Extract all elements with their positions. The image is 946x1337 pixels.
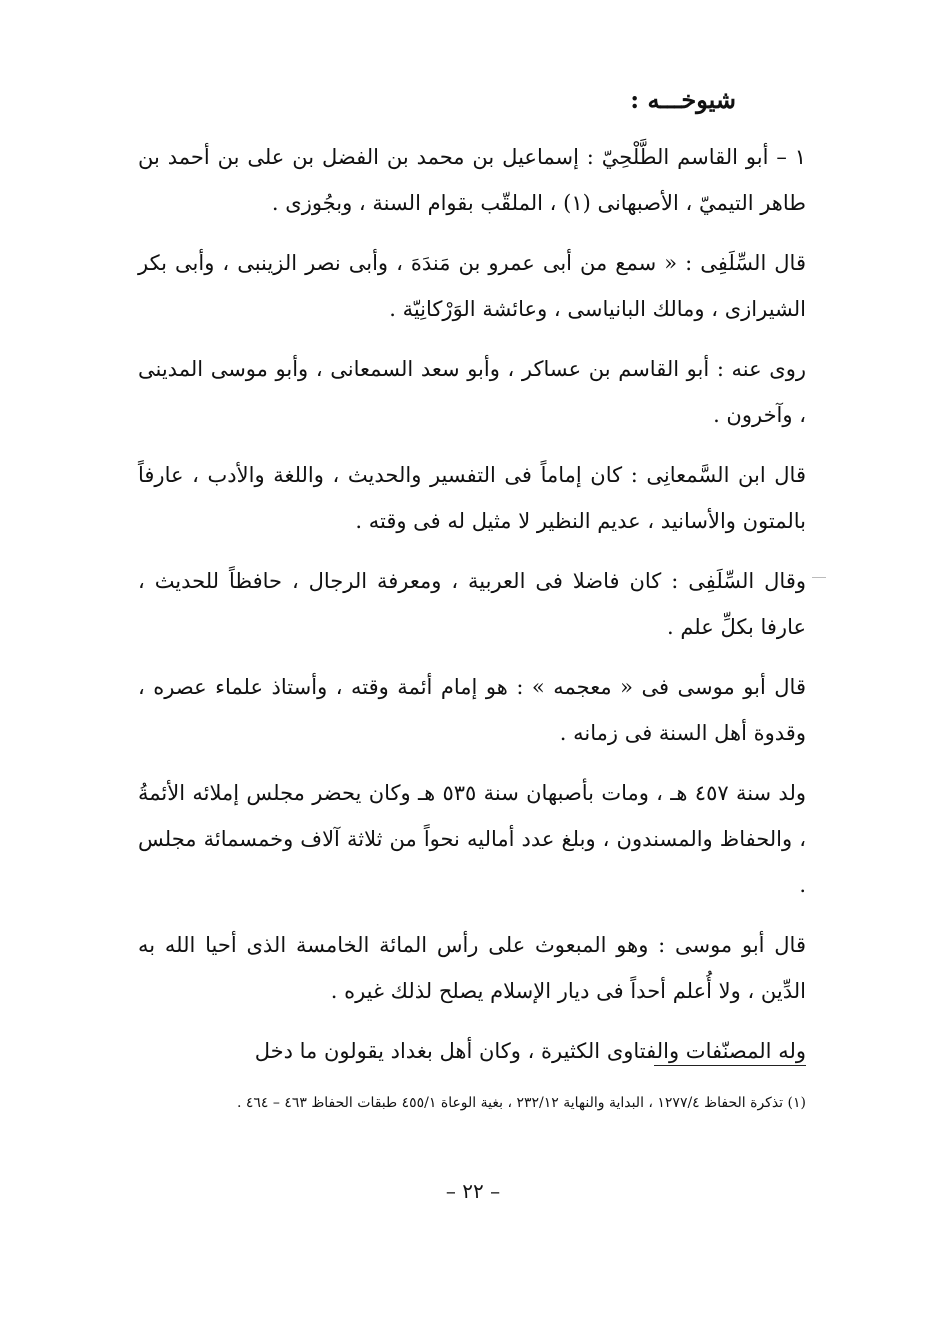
paragraph-7: ولد سنة ٤٥٧ هـ ، ومات بأصبهان سنة ٥٣٥ هـ وكان يحضر مجلس إملائه الأئمةُ ، والحفاظ والمسندون ، وبلغ عدد أماليه نحواً من ثلاثة آلاف وخمسمائة مجلس .	[138, 781, 806, 897]
paragraph-1: ١ – أبو القاسم الطَّلْحِيّ : إسماعيل بن محمد بن الفضل بن على بن أحمد بن طاهر التيميّ ، الأصبهانى (١) ، الملقّب بقوام السنة ، وبجُوزى .	[138, 145, 806, 215]
paragraph-8: قال أبو موسى : وهو المبعوث على رأس المائة الخامسة الذى أحيا الله به الدِّين ، ولا أُعلم أحداً فى ديار الإسلام يصلح لذلك غيره .	[138, 933, 806, 1003]
paragraph-2: قال السِّلَفِى : « سمع من أبى عمرو بن مَندَهَ ، وأبى نصر الزينبى ، وأبى بكر الشيرازى ، ومالك البانياسى ، وعائشة الوَرْكانِيّة .	[138, 251, 806, 321]
section-heading: شيوخـــه :	[630, 85, 736, 114]
paragraph-4: قال ابن السَّمعانِى : كان إماماً فى التفسير والحديث ، واللغة والأدب ، عارفاً بالمتون والأسانيد ، عديم النظير لا مثيل له فى وقته .	[138, 463, 806, 533]
paragraph-3: روى عنه : أبو القاسم بن عساكر ، وأبو سعد السمعانى ، وأبو موسى المدينى ، وآخرون .	[138, 357, 806, 427]
paragraph-6: قال أبو موسى فى « معجمه » : هو إمام أئمة وقته ، وأستاذ علماء عصره ، وقدوة أهل السنة فى زمانه .	[138, 675, 806, 745]
page-number: – ٢٢ –	[445, 1179, 501, 1203]
scan-edge-mark	[812, 577, 826, 578]
footnote: (١) تذكرة الحفاظ ١٢٧٧/٤ ، البداية والنهاية ٢٣٢/١٢ ، بغية الوعاة ٤٥٥/١ طبقات الحفاظ ٤٦٣ – ٤٦٤ .	[236, 1095, 806, 1111]
footnote-divider	[654, 1065, 806, 1066]
main-text	[138, 134, 806, 1074]
paragraph-5: وقال السِّلَفِى : كان فاضلا فى العربية ، ومعرفة الرجال ، حافظاً للحديث ، عارفا بكلِّ علم .	[138, 569, 806, 639]
paragraph-9: وله المصنّفات والفتاوى الكثيرة ، وكان أهل بغداد يقولون ما دخل	[254, 1039, 806, 1063]
